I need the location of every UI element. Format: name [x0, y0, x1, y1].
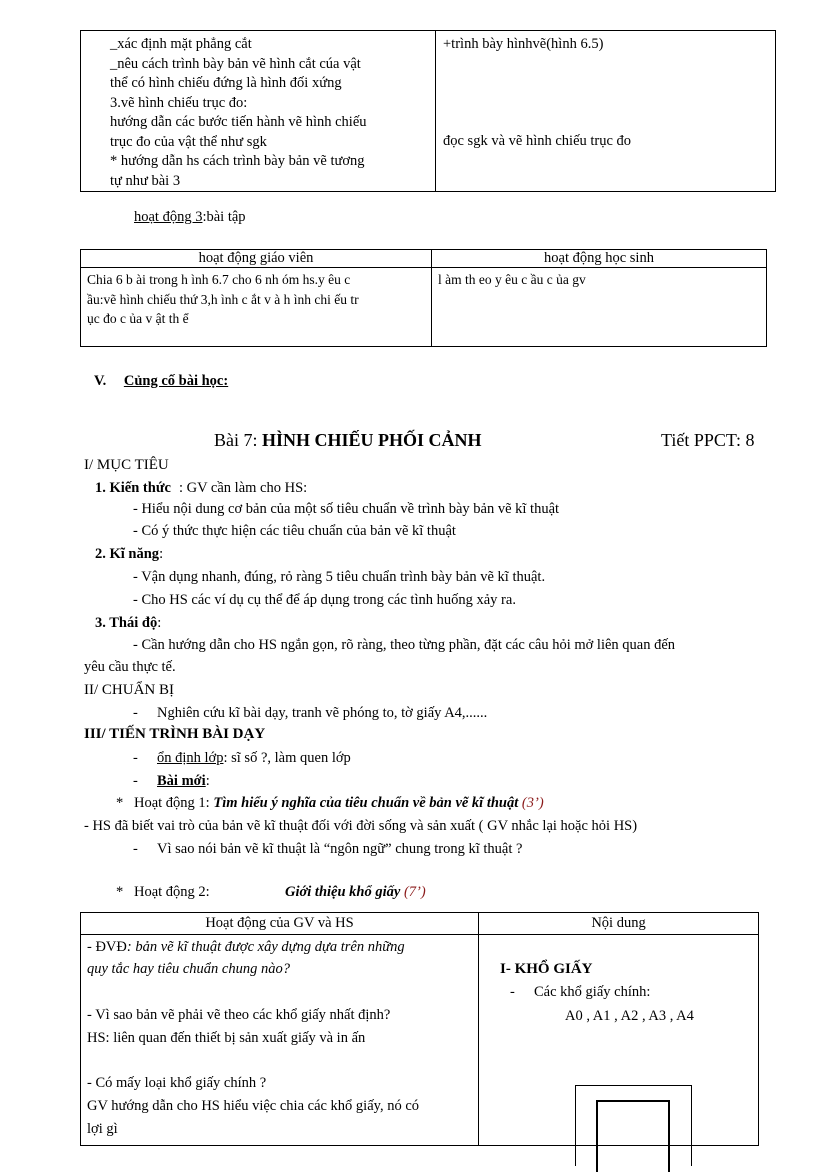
new-lesson-line: Bài mới:: [157, 773, 210, 789]
knowledge-line: [95, 480, 307, 497]
table-continuation: [80, 30, 776, 192]
process-dash: -: [133, 841, 138, 857]
table1-line: * hướng dẫn hs cách trình bày bản vẽ tương: [110, 153, 365, 169]
table2-student-cell: [432, 268, 767, 347]
section-v-number: V.: [94, 373, 107, 389]
act1-time: (3’): [518, 795, 544, 811]
lesson-name: HÌNH CHIẾU PHỐI CẢNH: [262, 430, 482, 450]
prep-dash: -: [133, 705, 138, 721]
table2-line: Chia 6 b ài trong h ình 6.7 cho 6 nh óm hs.y êu c: [87, 272, 351, 287]
act2-time: (7’): [400, 884, 426, 900]
activity1-line: [134, 795, 544, 812]
lesson-title: [214, 430, 482, 451]
knowledge-label: 1. Kiến thức: [95, 480, 171, 496]
gv-line2: lợi gì: [87, 1121, 118, 1137]
activity2-table: [80, 912, 759, 1146]
activity3-title: hoạt động 3: [134, 209, 203, 225]
table3-header-right: Nội dung: [479, 913, 759, 935]
prep-heading: II/ CHUẨN BỊ: [84, 682, 174, 698]
skills-label: 2. Kĩ năng: [95, 546, 160, 562]
table1-line: hướng dẫn các bước tiến hành vẽ hình chiếu: [110, 114, 367, 130]
dvd-prefix: - ĐVĐ: [87, 939, 127, 955]
new-lesson-label: Bài mới: [157, 773, 206, 789]
stabilize-line: [157, 750, 351, 767]
table2-line: ục đo c ủa v ật th ể: [87, 311, 189, 326]
stabilize-label: ổn định lớp: [157, 750, 224, 766]
activity2-title-line: [285, 884, 426, 901]
skills-line: 2. Kĩ năng:: [95, 546, 164, 562]
question-line: Vì sao nói bản vẽ kĩ thuật là “ngôn ngữ” chung trong kĩ thuật ?: [157, 841, 523, 857]
act1-star: *: [116, 795, 124, 811]
why-line: - Vì sao bản vẽ phải vẽ theo các khổ giấy nhất định?: [87, 1007, 391, 1023]
content-item: Các khổ giấy chính:: [534, 984, 651, 1000]
content-dash: -: [510, 984, 515, 1000]
lesson-prefix: Bài 7:: [214, 430, 262, 450]
goals-heading: I/ MỤC TIÊU: [84, 457, 169, 473]
act2-star: *: [116, 884, 124, 900]
table1-line: trục đo của vật thể như sgk: [110, 133, 267, 150]
act1-prefix: Hoạt động 1:: [134, 795, 214, 811]
act1-title: Tìm hiểu ý nghĩa của tiêu chuẩn về bản vẽ kĩ thuật: [213, 795, 519, 811]
act2-title: Giới thiệu khổ giấy: [285, 884, 401, 900]
section-v-title: Củng cố bài học:: [123, 373, 229, 389]
act2-prefix: Hoạt động 2:: [134, 884, 210, 900]
section-v: [94, 373, 228, 390]
process-dash: -: [133, 773, 138, 789]
attitude-item: - Cần hướng dẫn cho HS ngắn gọn, rõ ràng, theo từng phần, đặt các câu hỏi mở liên quan đến: [133, 637, 676, 653]
lesson-period: Tiết PPCT: 8: [661, 430, 755, 450]
activity3-label: [134, 209, 246, 226]
content-heading: I- KHỔ GIẤY: [500, 961, 593, 977]
table1-left-cell: [81, 31, 436, 192]
table2-teacher-cell: [81, 268, 432, 347]
dvd-line2: quy tắc hay tiêu chuẩn chung nào?: [87, 961, 290, 977]
table1-right-top: +trình bày hìnhvẽ(hình 6.5): [443, 36, 604, 52]
knowledge-item: - Hiểu nội dung cơ bản của một số tiêu chuẩn về trình bày bản vẽ kĩ thuật: [133, 501, 560, 517]
dvd-text: : bản vẽ kĩ thuật được xây dựng dựa trên những: [126, 939, 405, 955]
stabilize-text: : sĩ số ?, làm quen lớp: [223, 750, 351, 766]
skills-item: - Vận dụng nhanh, đúng, rỏ ràng 5 tiêu chuẩn trình bày bản vẽ kĩ thuật.: [133, 569, 546, 585]
knowledge-item: - Có ý thức thực hiện các tiêu chuẩn của bản vẽ kĩ thuật: [133, 523, 456, 539]
table3-header-left: Hoạt động của GV và HS: [81, 913, 479, 935]
process-dash: -: [133, 750, 138, 766]
paper-sizes: A0 , A1 , A2 , A3 , A4: [565, 1008, 694, 1024]
table1-right-bottom: đọc sgk và vẽ hình chiếu trục đo: [443, 133, 632, 149]
attitude-line: 3. Thái độ:: [95, 615, 162, 631]
dvd-line1: [87, 939, 405, 956]
hs-line: - HS đã biết vai trò của bản vẽ kĩ thuật đối với đời sống và sản xuất ( GV nhắc lại hoặc hỏi HS): [84, 818, 638, 834]
knowledge-text: : GV cần làm cho HS:: [178, 480, 308, 496]
table1-right-cell: [436, 31, 776, 192]
gv-line1: GV hướng dẫn cho HS hiểu việc chia các khổ giấy, nó có: [87, 1098, 420, 1114]
activity3-rest: :bài tập: [202, 209, 246, 225]
table1-line: _nêu cách trình bày bản vẽ hình cắt cúa vật: [110, 55, 361, 72]
paper-size-figure: [575, 1085, 692, 1166]
table1-line: thể có hình chiếu đứng là hình đối xứng: [110, 75, 342, 91]
process-heading: III/ TIẾN TRÌNH BÀI DẠY: [84, 726, 266, 742]
table2-header-right: hoạt động học sinh: [432, 250, 767, 268]
table1-line: tự như bài 3: [110, 172, 181, 189]
hs-answer-line: HS: liên quan đến thiết bị sản xuất giấy và in ấn: [87, 1030, 366, 1046]
activity3-table: [80, 249, 767, 347]
skills-item: - Cho HS các ví dụ cụ thể để áp dụng trong các tình huống xảy ra.: [133, 592, 516, 608]
table3-teacher-cell: [81, 935, 479, 1146]
table1-line: 3.vẽ hình chiếu trục đo:: [110, 94, 248, 111]
attitude-item-cont: yêu cầu thực tế.: [84, 659, 176, 675]
table2-student-text: l àm th eo y êu c ầu c ủa gv: [438, 272, 586, 287]
table3-content-cell: [479, 935, 759, 1146]
paper-size-inner-frame: [596, 1100, 670, 1172]
prep-item: Nghiên cứu kĩ bài dạy, tranh vẽ phóng to, tờ giấy A4,......: [157, 705, 488, 721]
attitude-label: 3. Thái độ: [95, 615, 158, 631]
table1-line: _xác định mặt phẳng cắt: [110, 36, 252, 52]
table2-header-left: hoạt động giáo viên: [81, 250, 432, 268]
howmany-line: - Có mấy loại khổ giấy chính ?: [87, 1075, 267, 1091]
table2-line: ầu:vẽ hình chiếu thứ 3,h ình c ắt v à h ình chi ếu tr: [87, 291, 359, 307]
